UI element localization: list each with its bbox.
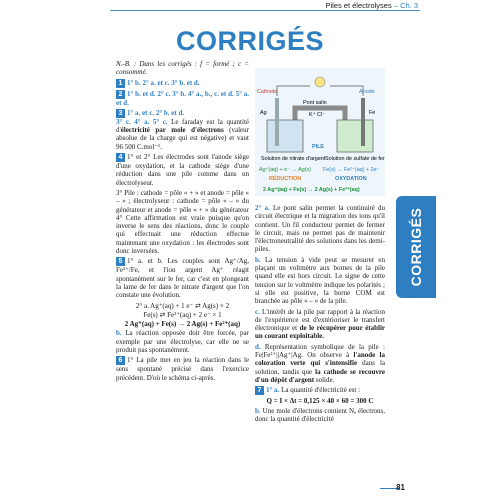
- solution-left-label: Solution de nitrate d'argent: [261, 156, 326, 162]
- answer-4b: 3° Pile : cathode = pôle « + » et anode = pôle « – » ; électrolyseur : cathode = pôle « – » du générateur et anode = pôle « + » du générateur 4° Cette affirmation est vraie puisque qu'on inverse le sens des réactions, donc le couple qui effectuait une réduction effectue maintenant une oxydation : les électrodes sont donc inversées.: [116, 188, 249, 256]
- answer-6-2d: [255, 343, 385, 384]
- answer-7b-text: Une mole d'électrons contient Nₐ électrons, donc la quantité d'électricité: [255, 406, 385, 423]
- beaker-right: [337, 120, 373, 152]
- answer-6-2d-mid: dans la solution, tandis que: [255, 359, 385, 376]
- answer-5b: [116, 329, 249, 354]
- answer-6-2b-lead: b.: [255, 255, 261, 264]
- silver-label: Ag: [260, 110, 267, 116]
- answer-6-text: 1° La pile met en jeu la réaction dans le sens spontané précisé dans l'exercice précédent. D'où le schéma ci-après.: [116, 356, 249, 382]
- anode-label: Anode: [359, 89, 375, 95]
- iron-electrode: [361, 98, 365, 146]
- pile-diagram: [255, 68, 385, 196]
- answer-7b-lead: b.: [255, 406, 261, 415]
- answer-6-2b: [255, 256, 385, 306]
- answer-7-text: La quantité d'électricité est :: [279, 386, 361, 395]
- equation-3: 2 Ag⁺(aq) + Fe(s) → 2 Ag(s) + Fe²⁺(aq): [124, 320, 241, 329]
- exercise-number-4: 4: [116, 153, 125, 162]
- header-rule: [110, 10, 420, 11]
- answer-7: [255, 386, 385, 395]
- answer-3b-rest: (valeur absolue de la charge qui est négative) et vaut 96 500 C.mol⁻¹.: [116, 126, 249, 151]
- answer-6-2b-text: La tension à vide peut se mesurer en plaçant un voltmètre aux bornes de la pile quand elle est hors circuit. Le signe de cette tension sur le voltmètre indique les polarités ; si elle est positive, la borne COM est branchée au pôle « – » de la pile.: [255, 255, 385, 306]
- exercise-number-2: 2: [116, 90, 125, 99]
- reduction-label: RÉDUCTION: [269, 176, 302, 182]
- answer-3a-text: 1° a. et c. 2° b. et d.: [127, 108, 185, 117]
- answer-6-2d-bold2: la cathode se recouvre d'un dépôt d'argent: [255, 367, 385, 384]
- answer-1: [116, 79, 249, 88]
- answer-5b-text: La réaction opposée doit être forcée, par exemple par une électrolyse, car elle ne se produit pas spontanément.: [116, 329, 249, 355]
- answer-4: [116, 153, 249, 187]
- header-section: Piles et électrolyses: [325, 1, 392, 10]
- answer-4-text: 1° et 2° Les électrodes sont l'anode siège d'une oxydation, et la cathode siège d'une réduction dans une pile comme dans un électrolyseur.: [116, 153, 249, 187]
- exercise-number-3: 3: [116, 109, 125, 118]
- left-column: [116, 60, 249, 384]
- answer-3b-lead: 3° c. 4° a. 5° c.: [116, 117, 168, 126]
- pile-diagram-svg: [255, 68, 385, 196]
- solution-right-label: Solution de sulfate de fer II: [325, 156, 385, 162]
- answer-6-2d-lead: d.: [255, 342, 261, 351]
- exercise-number-5: 5: [116, 257, 125, 266]
- running-header: [325, 1, 418, 10]
- lamp-icon: [315, 77, 325, 87]
- beaker-left: [267, 120, 303, 152]
- bridge-ions: K⁺ Cl⁻: [309, 112, 325, 118]
- cathode-label: Cathode: [257, 89, 278, 95]
- answer-5: [116, 257, 249, 299]
- right-column: [255, 204, 385, 425]
- answer-7b: [255, 407, 385, 424]
- exercise-number-6: 6: [116, 356, 125, 365]
- answer-5b-lead: b.: [116, 329, 122, 338]
- answer-2: [116, 90, 249, 107]
- answer-1-text: 1° b. 2° a. et c. 3° b. et d.: [127, 78, 200, 87]
- answer-6-2c-text: L'intérêt de la pile par rapport à la réaction de l'expérience est d'extérioriser le transfert électronique et: [255, 307, 385, 333]
- answer-6-2a: [255, 204, 385, 254]
- exercise-number-7: 7: [255, 386, 264, 395]
- equation-2: Fe(s) ⇄ Fe²⁺(aq) + 2 e⁻ × 1: [143, 310, 222, 319]
- answer-6-2d-end: solide.: [314, 375, 335, 384]
- header-separator: –: [391, 1, 401, 10]
- page-title: CORRIGÉS: [175, 26, 325, 56]
- answer-5-text: 1° a. et b. Les couples sont Ag⁺/Ag, Fe³⁺/Fe, et l'ion argent Ag⁺ réagit spontanément sur le fer, car c'est en plongeant la lame de fer dans le nitrate d'argent que l'on constate une évolution.: [116, 257, 249, 300]
- exercise-number-1: 1: [116, 79, 125, 88]
- answer-3b-text: Le faraday est la quantité d': [116, 117, 249, 135]
- answer-6-2d-bold1: l'anode la coloration verte qui s'intensifie: [255, 351, 386, 368]
- global-equation: 2 Ag⁺(aq) + Fe(s) → 2 Ag(s) + Fe²⁺(aq): [263, 187, 360, 193]
- answer-6: [116, 356, 249, 382]
- silver-electrode: [275, 98, 279, 146]
- answer-6-2a-lead: 2° a.: [255, 204, 270, 212]
- answer-6-2d-text: Représentation symbolique de la pile : Fe|Fe²⁺||Ag⁺|Ag. On observe à: [255, 342, 385, 360]
- answer-3: [116, 109, 249, 151]
- answer-6-2a-text: Le pont salin permet la continuité du circuit électrique et la migration des ions qu'il contient. Un fil conducteur permet de fermer le circuit, mais ne permet pas de maintenir l'électroneutralité des solutions dans les demi-piles.: [255, 204, 385, 254]
- half-equation-left: Ag⁺(aq) + e⁻ → Ag(s): [259, 167, 311, 173]
- answer-2-text: 1° b. et d. 2° c. 3° b. 4° a., b., c. et d. 5° a. et d.: [116, 89, 249, 107]
- bridge-label: Pont salin: [303, 100, 327, 106]
- side-tab: [396, 196, 436, 298]
- answer-7-equation: Q = I × Δt = 0,125 × 40 × 60 = 300 C: [266, 397, 374, 406]
- header-chapter: Ch. 3: [400, 1, 418, 10]
- answer-6-2c-bold: de le récupérer pour établir un courant exploitable.: [255, 324, 385, 341]
- nb-note: N.-B. : Dans les corrigés : f = formé ; c = consommé.: [116, 60, 249, 77]
- answer-6-2c: [255, 308, 385, 341]
- page-number: 81: [396, 483, 405, 492]
- oxydation-label: OXYDATION: [335, 176, 367, 182]
- answer-3b-bold: électricité par mole d'électrons: [120, 126, 224, 135]
- half-equation-right: Fe(s) → Fe²⁺(aq) + 2e⁻: [323, 167, 380, 173]
- equation-1: 2° a. Ag⁺(aq) + 1 e⁻ ⇄ Ag(s) × 2: [135, 301, 230, 310]
- side-tab-label: CORRIGÉS: [408, 207, 424, 287]
- pile-label: PILE: [312, 144, 324, 150]
- iron-label: Fe: [369, 110, 376, 116]
- answer-6-2c-lead: c.: [255, 307, 260, 316]
- answer-7-lead: 1° a.: [266, 386, 280, 395]
